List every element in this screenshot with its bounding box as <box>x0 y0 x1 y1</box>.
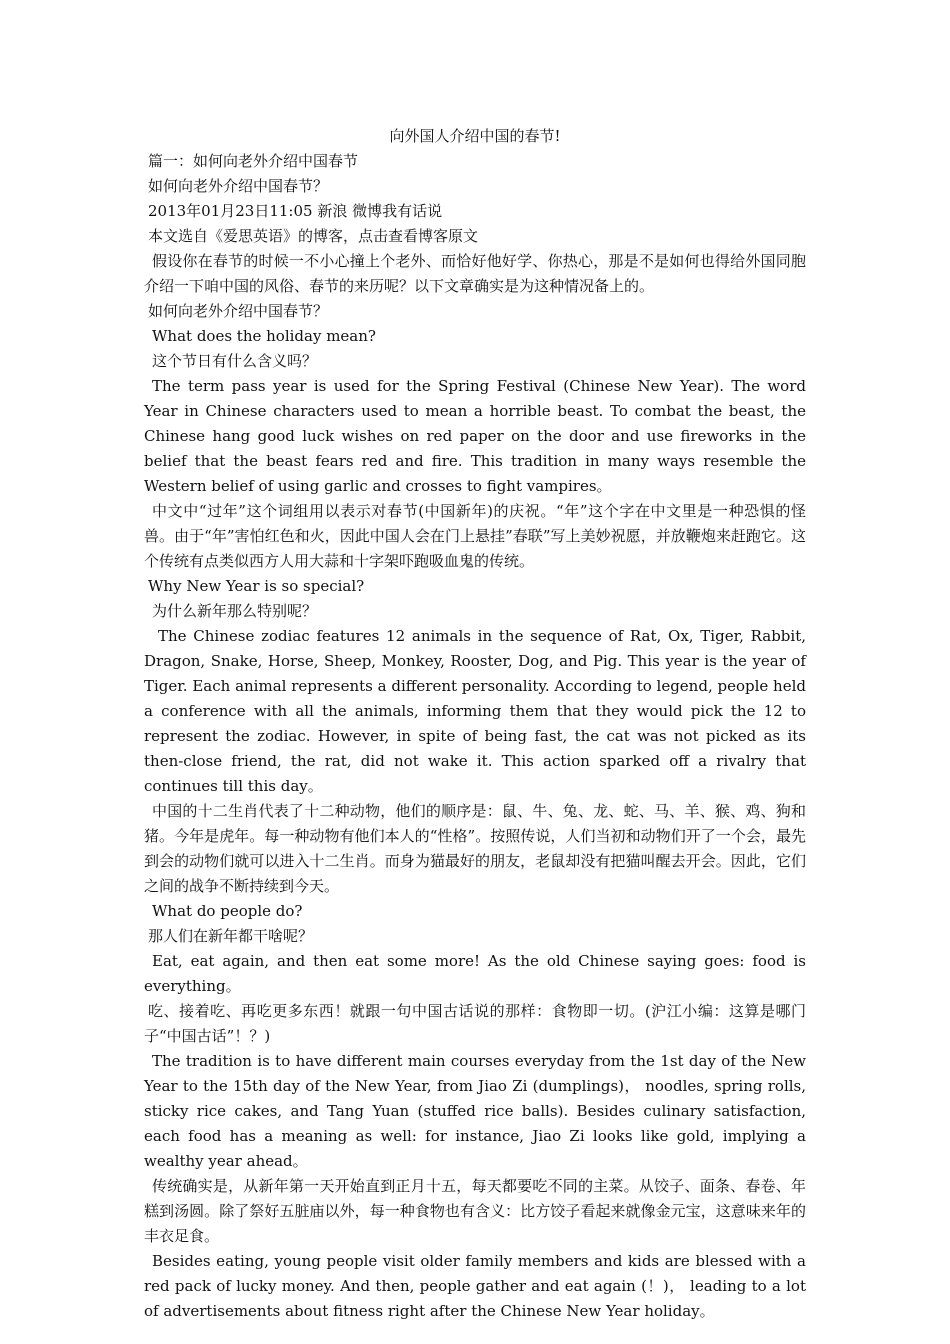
document-title: 向外国人介绍中国的春节! <box>389 127 561 145</box>
paragraph-12: 为什么新年那么特别呢？ <box>152 602 318 620</box>
paragraph-15: What do people do? <box>152 902 303 920</box>
paragraph-1: 篇一：如何向老外介绍中国春节 <box>148 152 359 170</box>
paragraph-13: The Chinese zodiac features 12 animals in the sequence of Rat, Ox, Tiger, Rabbit, Dragon, Snake, Horse, Sheep, Monkey, Rooster, Dog, and Pig. This year is the year of Tiger. Each animal represents a different personality. According to legend, people held a conference with all the animals, informing them that they would pick the 12 to represent the zodiac. However, in spite of being fast, the cat was not picked as its then-close friend, the rat, did not wake it. This action sparked off a rivalry that continues till this day。 <box>144 627 806 795</box>
paragraph-20: 传统确实是，从新年第一天开始直到正月十五，每天都要吃不同的主菜。从饺子、面条、春卷、年糕到汤圆。除了祭好五脏庙以外，每一种食物也有含义：比方饺子看起来就像金元宝，这意味来年的丰衣足食。 <box>144 1177 806 1245</box>
paragraph-4: 本文选自《爱思英语》的博客，点击查看博客原文 <box>148 227 479 245</box>
paragraph-2: 如何向老外介绍中国春节？ <box>148 177 329 195</box>
paragraph-14: 中国的十二生肖代表了十二种动物，他们的顺序是：鼠、牛、兔、龙、蛇、马、羊、猴、鸡、狗和猪。今年是虎年。每一种动物有他们本人的“性格”。按照传说，人们当初和动物们开了一个会，最先到会的动物们就可以进入十二生肖。而身为猫最好的朋友，老鼠却没有把猫叫醒去开会。因此，它们之间的战争不断持续到今天。 <box>144 802 806 895</box>
paragraph-5: 假设你在春节的时候一不小心撞上个老外、而恰好他好学、你热心，那是不是如何也得给外国同胞介绍一下咱中国的风俗、春节的来历呢？以下文章确实是为这种情况备上的。 <box>144 252 806 295</box>
paragraph-6: 如何向老外介绍中国春节？ <box>148 302 329 320</box>
document-page <box>144 124 806 1324</box>
paragraph-17: Eat, eat again, and then eat some more! As the old Chinese saying goes: food is everything。 <box>144 952 806 995</box>
paragraph-19: The tradition is to have different main courses everyday from the 1st day of the New Year to the 15th day of the New Year, from Jiao Zi (dumplings)， noodles, spring rolls, sticky rice cakes, and Tang Yuan (stuffed rice balls). Besides culinary satisfaction, each food has a meaning as well: for instance, Jiao Zi looks like gold, implying a wealthy year ahead。 <box>144 1052 806 1170</box>
paragraph-18: 吃、接着吃、再吃更多东西！就跟一句中国古话说的那样：食物即一切。(沪江小编：这算是哪门子“中国古话”！？) <box>144 1002 806 1045</box>
paragraph-3: 2013年01月23日11:05 新浪 微博我有话说 <box>148 202 443 220</box>
paragraph-16: 那人们在新年都干啥呢？ <box>148 927 314 945</box>
paragraph-10: 中文中“过年”这个词组用以表示对春节(中国新年)的庆祝。“年”这个字在中文里是一种恐惧的怪兽。由于“年”害怕红色和火，因此中国人会在门上悬挂”春联”写上美妙祝愿，并放鞭炮来赶跑它。这个传统有点类似西方人用大蒜和十字架吓跑吸血鬼的传统。 <box>144 502 806 570</box>
paragraph-9: The term pass year is used for the Spring Festival (Chinese New Year). The word Year in Chinese characters used to mean a horrible beast. To combat the beast, the Chinese hang good luck wishes on red paper on the door and use fireworks in the belief that the beast fears red and fire. This tradition in many ways resemble the Western belief of using garlic and crosses to fight vampires。 <box>144 377 806 495</box>
paragraph-7: What does the holiday mean? <box>152 327 376 345</box>
paragraph-11: Why New Year is so special? <box>148 577 365 595</box>
paragraph-21: Besides eating, young people visit older family members and kids are blessed with a red pack of lucky money. And then, people gather and eat again (！)， leading to a lot of advertisements about fitness right after the Chinese New Year holiday。 <box>144 1252 806 1320</box>
paragraph-8: 这个节日有什么含义吗？ <box>152 352 318 370</box>
